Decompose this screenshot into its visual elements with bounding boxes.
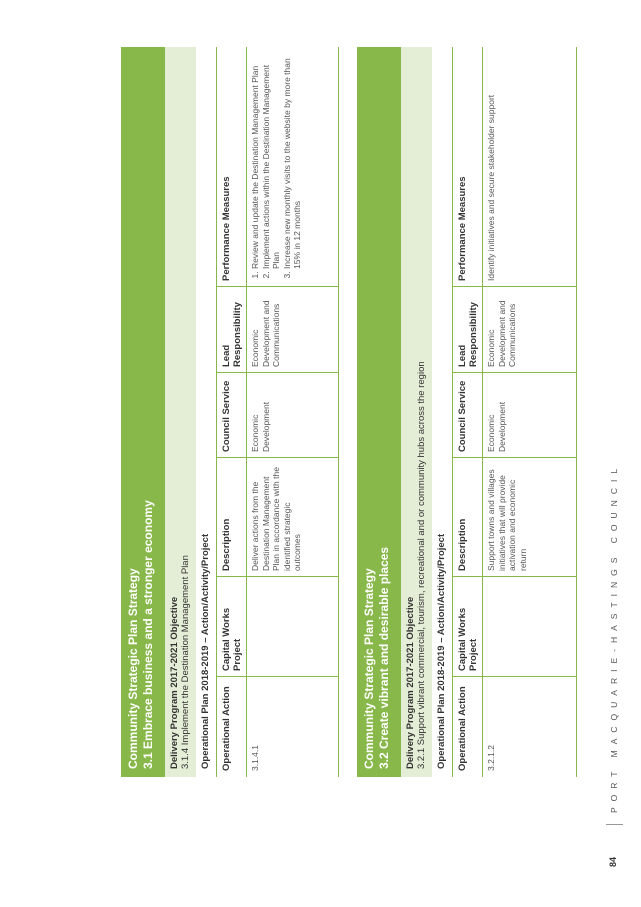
header-operational-action: Operational Action (457, 686, 468, 771)
header-capital-works: Capital Works Project (457, 607, 479, 671)
column-divider (452, 576, 576, 577)
header-lead-responsibility: Lead Responsibility (221, 302, 243, 367)
op-plan-label-1: Operational Plan 2018-2019 – Action/Activity/Project (200, 533, 211, 769)
column-divider (216, 372, 338, 373)
strategy-title: 3.1 Embrace business and a stronger economy (141, 500, 155, 769)
strategy-title: 3.2 Create vibrant and desirable places (377, 546, 391, 769)
footer-council-name: PORT MACQUARIE-HASTINGS COUNCIL (609, 462, 619, 813)
column-divider (216, 676, 338, 677)
op-plan-label-2: Operational Plan 2018-2019 – Action/Activity/Project (436, 533, 447, 769)
strategy-label: Community Strategic Plan Strategy (362, 568, 376, 769)
cell-performance-measures (246, 47, 338, 287)
measure-item: 2. Implement actions within the Destination Management Plan (261, 53, 282, 269)
cell-lead-responsibility: Economic Development and Communications (250, 300, 281, 367)
page-number: 84 (608, 856, 618, 867)
column-divider (216, 576, 338, 577)
column-divider (452, 372, 576, 373)
objective-band-2 (401, 47, 432, 777)
header-council-service: Council Service (457, 380, 468, 452)
measures-list (250, 53, 303, 281)
divider (576, 47, 577, 777)
cell-operational-action: 3.2.1.2 (486, 745, 496, 771)
column-divider (216, 286, 338, 287)
objective-label: Delivery Program 2017-2021 Objective (169, 596, 180, 769)
cell-capital-works (482, 577, 576, 677)
cell-operational-action: 3.1.4.1 (250, 745, 260, 771)
header-capital-works: Capital Works Project (221, 607, 243, 671)
header-performance-measures: Performance Measures (221, 176, 232, 281)
column-divider (452, 457, 576, 458)
cell-council-service: Economic Development (486, 401, 507, 452)
header-operational-action: Operational Action (221, 686, 232, 771)
header-description: Description (457, 518, 468, 571)
header-description: Description (221, 518, 232, 571)
objective-text: 3.1.4 Implement the Destination Management Plan (180, 555, 191, 769)
cell-lead-responsibility: Economic Development and Communications (486, 300, 517, 367)
cell-council-service: Economic Development (250, 401, 271, 452)
strategy-band-1 (121, 47, 165, 777)
strategy-label: Community Strategic Plan Strategy (126, 568, 140, 769)
objective-band-1 (165, 47, 196, 777)
measure-item: 3. Increase new monthly visits to the website by more than 15% in 12 months (282, 53, 303, 269)
header-lead-responsibility: Lead Responsibility (457, 302, 479, 367)
cell-description: Deliver actions from the Destination Management Plan in accordance with the identified strategic outcomes (250, 467, 302, 571)
cell-performance-measures: Identify initiatives and secure stakeholder support (486, 94, 496, 281)
cell-description: Support towns and villages initiatives that will provide activation and economic return (486, 469, 528, 571)
objective-text: 3.2.1 Support vibrant commercial, tourism, recreational and or community hubs across the region (416, 361, 427, 769)
header-council-service: Council Service (221, 380, 232, 452)
divider (338, 47, 339, 777)
header-performance-measures: Performance Measures (457, 176, 468, 281)
column-divider (452, 676, 576, 677)
measure-item: 1. Review and update the Destination Management Plan (250, 53, 261, 269)
objective-label: Delivery Program 2017-2021 Objective (405, 596, 416, 769)
footer-divider (606, 824, 623, 825)
column-divider (452, 286, 576, 287)
cell-capital-works (246, 577, 338, 677)
column-divider (216, 457, 338, 458)
strategy-band-2 (357, 47, 401, 777)
